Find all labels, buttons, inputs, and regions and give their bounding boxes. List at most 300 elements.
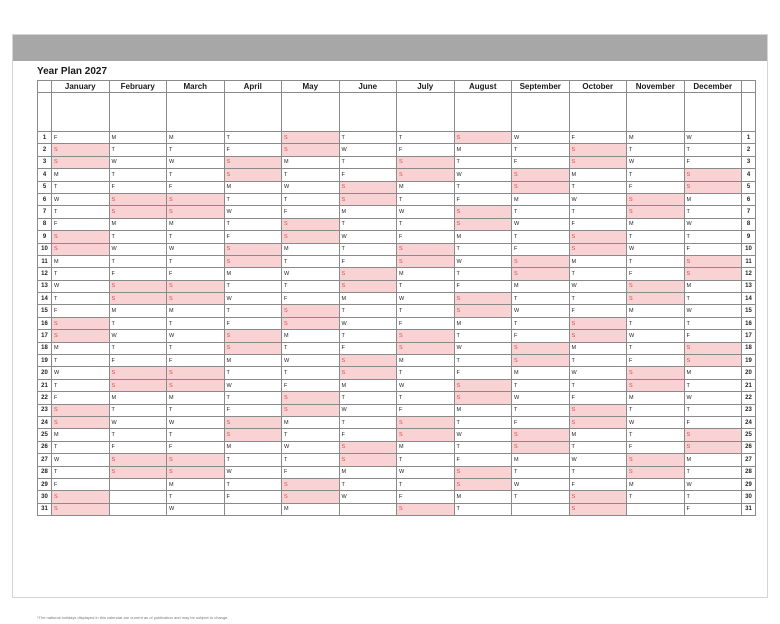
day-cell[interactable]: T (339, 392, 397, 404)
day-cell[interactable]: T (167, 404, 225, 416)
day-cell[interactable]: S (52, 330, 110, 342)
day-cell[interactable]: M (167, 478, 225, 490)
day-cell[interactable]: T (52, 268, 110, 280)
notes-cell[interactable] (512, 93, 570, 132)
day-cell[interactable]: F (397, 491, 455, 503)
day-cell[interactable]: S (339, 441, 397, 453)
day-cell[interactable]: S (339, 193, 397, 205)
day-cell[interactable]: W (512, 305, 570, 317)
day-cell[interactable]: M (454, 144, 512, 156)
day-cell[interactable]: F (569, 392, 627, 404)
day-cell[interactable]: W (339, 491, 397, 503)
day-cell[interactable]: S (569, 231, 627, 243)
day-cell[interactable]: F (224, 404, 282, 416)
day-cell[interactable]: T (397, 280, 455, 292)
day-cell[interactable]: S (512, 441, 570, 453)
day-cell[interactable]: T (512, 404, 570, 416)
day-cell[interactable]: S (569, 404, 627, 416)
day-cell[interactable]: S (397, 255, 455, 267)
day-cell[interactable]: S (52, 491, 110, 503)
day-cell[interactable]: T (52, 293, 110, 305)
day-cell[interactable]: T (339, 330, 397, 342)
day-cell[interactable]: S (224, 429, 282, 441)
day-cell[interactable]: S (282, 478, 340, 490)
day-cell[interactable]: F (52, 478, 110, 490)
day-cell[interactable]: S (109, 293, 167, 305)
day-cell[interactable]: S (454, 466, 512, 478)
day-cell[interactable]: T (627, 404, 685, 416)
day-cell[interactable]: S (454, 132, 512, 144)
day-cell[interactable]: W (52, 280, 110, 292)
day-cell[interactable]: W (684, 305, 742, 317)
day-cell[interactable]: M (167, 132, 225, 144)
day-cell[interactable]: W (167, 416, 225, 428)
day-cell[interactable]: F (684, 416, 742, 428)
day-cell[interactable]: M (224, 268, 282, 280)
day-cell[interactable]: S (224, 156, 282, 168)
day-cell[interactable]: S (224, 330, 282, 342)
day-cell[interactable]: T (167, 491, 225, 503)
day-cell[interactable]: M (167, 305, 225, 317)
day-cell[interactable]: T (52, 355, 110, 367)
day-cell[interactable]: M (454, 491, 512, 503)
day-cell[interactable]: M (339, 379, 397, 391)
day-cell[interactable]: S (224, 342, 282, 354)
day-cell[interactable]: S (167, 293, 225, 305)
day-cell[interactable]: M (512, 193, 570, 205)
day-cell[interactable]: M (109, 218, 167, 230)
day-cell[interactable]: W (397, 379, 455, 391)
day-cell[interactable]: M (282, 156, 340, 168)
day-cell[interactable]: T (684, 317, 742, 329)
day-cell[interactable]: F (569, 478, 627, 490)
day-cell[interactable]: S (109, 367, 167, 379)
day-cell[interactable]: T (627, 255, 685, 267)
day-cell[interactable]: M (627, 305, 685, 317)
day-cell[interactable]: T (282, 255, 340, 267)
day-cell[interactable]: M (167, 392, 225, 404)
day-cell[interactable]: S (282, 231, 340, 243)
day-cell[interactable]: W (454, 255, 512, 267)
day-cell[interactable]: F (224, 231, 282, 243)
day-cell[interactable]: S (167, 379, 225, 391)
day-cell[interactable]: T (167, 144, 225, 156)
day-cell[interactable]: S (512, 268, 570, 280)
day-cell[interactable]: S (109, 280, 167, 292)
notes-cell[interactable] (454, 93, 512, 132)
day-cell[interactable]: W (109, 243, 167, 255)
day-cell[interactable]: W (167, 330, 225, 342)
day-cell[interactable]: S (512, 429, 570, 441)
day-cell[interactable]: F (627, 441, 685, 453)
day-cell[interactable]: W (627, 330, 685, 342)
day-cell[interactable]: T (569, 355, 627, 367)
day-cell[interactable]: T (569, 441, 627, 453)
day-cell[interactable]: T (52, 181, 110, 193)
day-cell[interactable]: M (397, 268, 455, 280)
day-cell[interactable]: T (224, 392, 282, 404)
day-cell[interactable]: F (224, 144, 282, 156)
day-cell[interactable]: M (339, 293, 397, 305)
day-cell[interactable]: S (454, 305, 512, 317)
day-cell[interactable]: S (282, 404, 340, 416)
day-cell[interactable]: F (627, 355, 685, 367)
day-cell[interactable]: F (167, 441, 225, 453)
day-cell[interactable]: T (109, 342, 167, 354)
day-cell[interactable]: S (569, 491, 627, 503)
notes-cell[interactable] (282, 93, 340, 132)
day-cell[interactable]: F (167, 355, 225, 367)
day-cell[interactable]: T (167, 231, 225, 243)
day-cell[interactable]: F (339, 342, 397, 354)
day-cell[interactable]: T (569, 268, 627, 280)
day-cell[interactable]: T (512, 466, 570, 478)
day-cell[interactable]: S (52, 404, 110, 416)
day-cell[interactable]: W (569, 454, 627, 466)
day-cell[interactable]: M (684, 280, 742, 292)
notes-cell[interactable] (52, 93, 110, 132)
day-cell[interactable]: T (684, 379, 742, 391)
day-cell[interactable]: W (282, 355, 340, 367)
day-cell[interactable]: T (684, 404, 742, 416)
notes-cell[interactable] (339, 93, 397, 132)
day-cell[interactable]: T (224, 280, 282, 292)
day-cell[interactable]: T (167, 429, 225, 441)
day-cell[interactable]: T (224, 193, 282, 205)
day-cell[interactable]: M (224, 181, 282, 193)
day-cell[interactable]: F (339, 429, 397, 441)
day-cell[interactable]: M (627, 132, 685, 144)
day-cell[interactable]: M (569, 255, 627, 267)
day-cell[interactable]: T (512, 491, 570, 503)
day-cell[interactable]: T (167, 342, 225, 354)
day-cell[interactable]: T (52, 206, 110, 218)
day-cell[interactable]: W (512, 478, 570, 490)
day-cell[interactable]: F (569, 218, 627, 230)
day-cell[interactable]: T (569, 466, 627, 478)
day-cell[interactable]: F (52, 392, 110, 404)
day-cell[interactable]: T (512, 379, 570, 391)
day-cell[interactable]: W (109, 416, 167, 428)
day-cell[interactable]: S (167, 193, 225, 205)
day-cell[interactable]: S (569, 330, 627, 342)
day-cell[interactable]: S (167, 280, 225, 292)
day-cell[interactable]: S (627, 466, 685, 478)
day-cell[interactable]: W (224, 206, 282, 218)
day-cell[interactable]: M (569, 342, 627, 354)
day-cell[interactable]: T (454, 243, 512, 255)
day-cell[interactable]: F (52, 218, 110, 230)
day-cell[interactable]: S (397, 429, 455, 441)
day-cell[interactable]: T (569, 293, 627, 305)
day-cell[interactable]: F (339, 169, 397, 181)
day-cell[interactable]: F (454, 280, 512, 292)
notes-cell[interactable] (167, 93, 225, 132)
day-cell[interactable]: W (569, 193, 627, 205)
day-cell[interactable]: F (282, 466, 340, 478)
day-cell[interactable]: F (397, 144, 455, 156)
day-cell[interactable]: T (684, 293, 742, 305)
day-cell[interactable]: W (454, 342, 512, 354)
day-cell[interactable]: S (569, 156, 627, 168)
day-cell[interactable]: W (569, 280, 627, 292)
day-cell[interactable]: S (684, 169, 742, 181)
day-cell[interactable]: S (684, 355, 742, 367)
day-cell[interactable]: T (109, 429, 167, 441)
day-cell[interactable]: M (109, 392, 167, 404)
day-cell[interactable]: W (684, 132, 742, 144)
day-cell[interactable]: T (109, 144, 167, 156)
day-cell[interactable]: F (512, 416, 570, 428)
day-cell[interactable]: M (282, 416, 340, 428)
day-cell[interactable]: T (167, 169, 225, 181)
day-cell[interactable]: S (684, 255, 742, 267)
day-cell[interactable]: F (339, 255, 397, 267)
day-cell[interactable]: F (684, 503, 742, 515)
day-cell[interactable]: T (627, 342, 685, 354)
day-cell[interactable]: S (52, 503, 110, 515)
day-cell[interactable]: T (397, 305, 455, 317)
day-cell[interactable]: S (52, 416, 110, 428)
day-cell[interactable]: S (282, 305, 340, 317)
day-cell[interactable]: S (397, 169, 455, 181)
day-cell[interactable]: F (167, 181, 225, 193)
notes-cell[interactable] (397, 93, 455, 132)
notes-cell[interactable] (224, 93, 282, 132)
notes-cell[interactable] (627, 93, 685, 132)
day-cell[interactable]: M (282, 503, 340, 515)
day-cell[interactable]: S (684, 441, 742, 453)
day-cell[interactable]: F (109, 181, 167, 193)
day-cell[interactable]: T (397, 392, 455, 404)
day-cell[interactable]: F (282, 379, 340, 391)
day-cell[interactable]: W (397, 206, 455, 218)
day-cell[interactable]: S (282, 132, 340, 144)
day-cell[interactable]: M (627, 218, 685, 230)
day-cell[interactable]: W (684, 392, 742, 404)
day-cell[interactable]: M (224, 355, 282, 367)
day-cell[interactable]: F (569, 132, 627, 144)
day-cell[interactable]: W (52, 367, 110, 379)
day-cell[interactable]: F (397, 317, 455, 329)
day-cell[interactable]: T (454, 416, 512, 428)
day-cell[interactable]: M (627, 392, 685, 404)
day-cell[interactable]: T (282, 342, 340, 354)
day-cell[interactable]: M (397, 355, 455, 367)
day-cell[interactable]: F (109, 441, 167, 453)
day-cell[interactable]: T (52, 441, 110, 453)
day-cell[interactable]: T (397, 454, 455, 466)
day-cell[interactable]: S (569, 416, 627, 428)
day-cell[interactable]: S (224, 243, 282, 255)
day-cell[interactable]: S (282, 144, 340, 156)
day-cell[interactable]: S (684, 342, 742, 354)
day-cell[interactable]: S (397, 342, 455, 354)
day-cell[interactable]: T (569, 206, 627, 218)
day-cell[interactable]: S (512, 169, 570, 181)
day-cell[interactable]: T (684, 206, 742, 218)
day-cell[interactable]: S (52, 317, 110, 329)
day-cell[interactable]: T (224, 478, 282, 490)
day-cell[interactable]: M (684, 454, 742, 466)
day-cell[interactable]: M (397, 441, 455, 453)
day-cell[interactable]: T (109, 255, 167, 267)
day-cell[interactable]: W (397, 293, 455, 305)
day-cell[interactable]: F (282, 206, 340, 218)
day-cell[interactable]: S (282, 218, 340, 230)
day-cell[interactable]: S (454, 206, 512, 218)
day-cell[interactable]: T (454, 268, 512, 280)
day-cell[interactable]: F (512, 156, 570, 168)
day-cell[interactable]: F (282, 293, 340, 305)
day-cell[interactable]: W (684, 478, 742, 490)
day-cell[interactable]: W (397, 466, 455, 478)
day-cell[interactable]: S (512, 181, 570, 193)
day-cell[interactable]: T (512, 144, 570, 156)
day-cell[interactable]: F (684, 330, 742, 342)
day-cell[interactable]: M (339, 206, 397, 218)
day-cell[interactable]: W (339, 404, 397, 416)
day-cell[interactable]: S (397, 503, 455, 515)
day-cell[interactable]: S (684, 429, 742, 441)
day-cell[interactable]: T (109, 169, 167, 181)
notes-cell[interactable] (109, 93, 167, 132)
day-cell[interactable]: W (454, 169, 512, 181)
day-cell[interactable]: W (339, 231, 397, 243)
day-cell[interactable]: T (339, 478, 397, 490)
day-cell[interactable]: F (397, 404, 455, 416)
day-cell[interactable]: F (109, 355, 167, 367)
day-cell[interactable]: W (627, 416, 685, 428)
day-cell[interactable]: T (339, 132, 397, 144)
day-cell[interactable]: T (397, 478, 455, 490)
day-cell[interactable]: F (167, 268, 225, 280)
day-cell[interactable]: T (684, 144, 742, 156)
day-cell[interactable]: S (512, 355, 570, 367)
day-cell[interactable]: T (339, 416, 397, 428)
day-cell[interactable]: F (512, 330, 570, 342)
day-cell[interactable]: T (684, 466, 742, 478)
day-cell[interactable]: T (627, 144, 685, 156)
day-cell[interactable]: S (339, 355, 397, 367)
day-cell[interactable]: S (627, 280, 685, 292)
notes-cell[interactable] (38, 93, 52, 132)
day-cell[interactable]: T (339, 218, 397, 230)
day-cell[interactable]: T (627, 491, 685, 503)
day-cell[interactable]: M (569, 429, 627, 441)
day-cell[interactable]: S (454, 392, 512, 404)
day-cell[interactable]: T (109, 317, 167, 329)
day-cell[interactable]: T (454, 330, 512, 342)
day-cell[interactable]: S (109, 454, 167, 466)
day-cell[interactable]: S (109, 193, 167, 205)
day-cell[interactable]: S (454, 379, 512, 391)
day-cell[interactable]: T (569, 379, 627, 391)
day-cell[interactable]: S (224, 416, 282, 428)
day-cell[interactable]: W (109, 156, 167, 168)
day-cell[interactable]: S (109, 206, 167, 218)
day-cell[interactable]: W (339, 317, 397, 329)
day-cell[interactable]: S (684, 268, 742, 280)
day-cell[interactable]: W (224, 379, 282, 391)
day-cell[interactable]: M (512, 367, 570, 379)
notes-cell[interactable] (742, 93, 756, 132)
day-cell[interactable]: S (52, 144, 110, 156)
day-cell[interactable]: W (512, 392, 570, 404)
day-cell[interactable]: T (684, 491, 742, 503)
day-cell[interactable]: T (224, 218, 282, 230)
day-cell[interactable]: T (627, 429, 685, 441)
day-cell[interactable]: M (512, 454, 570, 466)
day-cell[interactable]: S (167, 367, 225, 379)
day-cell[interactable]: T (627, 231, 685, 243)
day-cell[interactable]: S (627, 454, 685, 466)
day-cell[interactable]: S (512, 342, 570, 354)
day-cell[interactable]: W (167, 503, 225, 515)
day-cell[interactable]: M (569, 169, 627, 181)
day-cell[interactable]: W (52, 193, 110, 205)
notes-cell[interactable] (569, 93, 627, 132)
day-cell[interactable]: S (282, 392, 340, 404)
day-cell[interactable]: S (454, 218, 512, 230)
day-cell[interactable]: M (397, 181, 455, 193)
day-cell[interactable]: W (282, 181, 340, 193)
day-cell[interactable]: S (339, 280, 397, 292)
day-cell[interactable]: T (224, 305, 282, 317)
day-cell[interactable]: T (282, 367, 340, 379)
day-cell[interactable]: F (224, 317, 282, 329)
day-cell[interactable]: S (167, 206, 225, 218)
day-cell[interactable]: M (627, 478, 685, 490)
day-cell[interactable]: F (109, 268, 167, 280)
day-cell[interactable]: S (52, 243, 110, 255)
day-cell[interactable]: F (684, 156, 742, 168)
day-cell[interactable]: M (454, 231, 512, 243)
day-cell[interactable]: S (569, 503, 627, 515)
day-cell[interactable]: S (52, 231, 110, 243)
day-cell[interactable]: T (512, 317, 570, 329)
day-cell[interactable]: S (52, 156, 110, 168)
day-cell[interactable]: W (224, 466, 282, 478)
day-cell[interactable]: T (454, 181, 512, 193)
day-cell[interactable]: W (512, 218, 570, 230)
day-cell[interactable]: T (397, 193, 455, 205)
day-cell[interactable]: M (52, 429, 110, 441)
day-cell[interactable]: M (684, 193, 742, 205)
day-cell[interactable]: T (282, 193, 340, 205)
day-cell[interactable]: T (454, 503, 512, 515)
day-cell[interactable]: T (109, 231, 167, 243)
day-cell[interactable]: W (339, 144, 397, 156)
day-cell[interactable]: S (397, 416, 455, 428)
day-cell[interactable]: T (109, 404, 167, 416)
day-cell[interactable]: S (627, 379, 685, 391)
day-cell[interactable]: S (512, 255, 570, 267)
day-cell[interactable]: M (52, 255, 110, 267)
day-cell[interactable]: F (454, 193, 512, 205)
day-cell[interactable]: S (569, 317, 627, 329)
day-cell[interactable]: S (397, 243, 455, 255)
day-cell[interactable]: S (569, 243, 627, 255)
day-cell[interactable]: T (339, 243, 397, 255)
day-cell[interactable]: W (569, 367, 627, 379)
day-cell[interactable]: F (224, 491, 282, 503)
day-cell[interactable]: M (282, 243, 340, 255)
day-cell[interactable]: F (627, 181, 685, 193)
notes-cell[interactable] (684, 93, 742, 132)
day-cell[interactable]: W (224, 293, 282, 305)
day-cell[interactable]: T (397, 218, 455, 230)
